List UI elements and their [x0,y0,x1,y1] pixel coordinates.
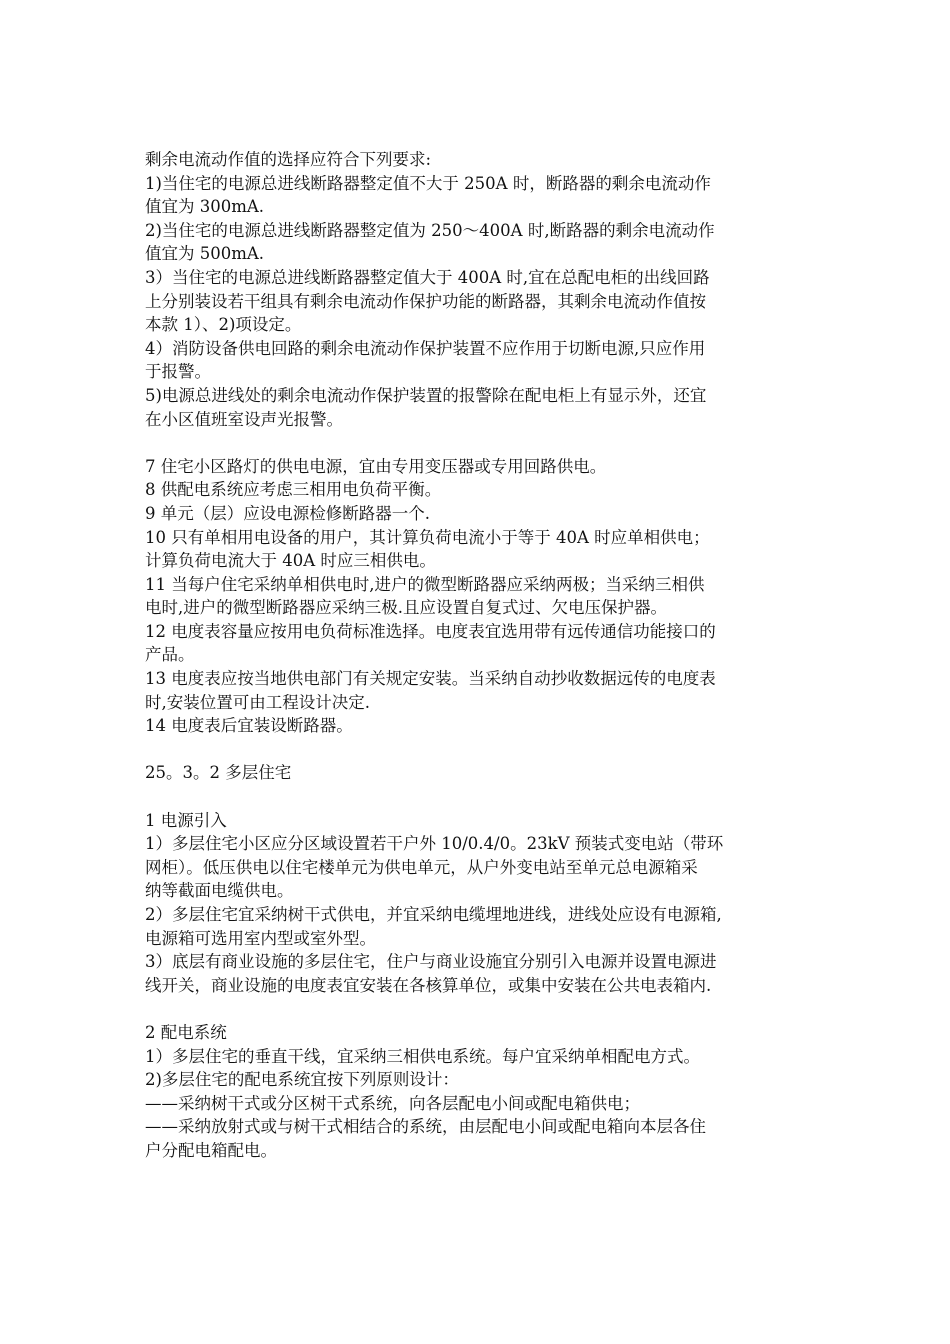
numbered-item [145,526,825,573]
text-line: 12 电度表容量应按用电负荷标准选择。电度表宜选用带有远传通信功能接口的 [145,621,716,641]
text-line: 产品。 [145,645,195,665]
paragraph-gap [145,997,825,1021]
text-line: 网柜）。低压供电以住宅楼单元为供电单元，从户外变电站至单元总电源箱采 [145,857,698,877]
text-line: 7 住宅小区路灯的供电电源，宜由专用变压器或专用回路供电。 [145,456,607,476]
numbered-item [145,573,825,620]
paragraph-gap [145,785,825,809]
residual-current-item [145,384,825,431]
distribution-item [145,1068,825,1092]
text-line: 11 当每户住宅采纳单相供电时,进户的微型断路器应采纳两极；当采纳三相供 [145,574,705,594]
text-line: 于报警。 [145,362,211,382]
power-intro-item [145,832,825,903]
residual-current-item [145,337,825,384]
text-line: 本款 1）、2)项设定。 [145,315,302,335]
power-intro-heading: 1 电源引入 [145,810,227,830]
distribution-item [145,1092,825,1116]
numbered-item [145,667,825,714]
paragraph-gap [145,738,825,762]
text-line: 1）多层住宅的垂直干线，宜采纳三相供电系统。每户宜采纳单相配电方式。 [145,1046,700,1066]
residual-current-item [145,266,825,337]
text-line: 计算负荷电流大于 40A 时应三相供电。 [145,551,436,571]
text-line: 10 只有单相用电设备的用户，其计算负荷电流小于等于 40A 时应单相供电； [145,527,710,547]
text-line: 8 供配电系统应考虑三相用电负荷平衡。 [145,480,442,500]
residual-current-intro: 剩余电流动作值的选择应符合下列要求: [145,150,432,169]
document-page [145,148,825,1163]
power-intro-item [145,903,825,950]
text-line: 13 电度表应按当地供电部门有关规定安装。当采纳自动抄收数据远传的电度表 [145,669,716,689]
text-line: 3）当住宅的电源总进线断路器整定值大于 400A 时,宜在总配电柜的出线回路 [145,267,710,287]
text-line: 1)当住宅的电源总进线断路器整定值不大于 250A 时，断路器的剩余电流动作 [145,173,711,193]
text-line: 户分配电箱配电。 [145,1140,277,1160]
distribution-item [145,1045,825,1069]
text-line: 电时,进户的微型断路器应采纳三极.且应设置自复式过、欠电压保护器。 [145,598,667,618]
text-line: 3）底层有商业设施的多层住宅，住户与商业设施宜分别引入电源并设置电源进 [145,952,717,972]
text-line: 14 电度表后宜装设断路器。 [145,716,353,736]
paragraph-gap [145,431,825,455]
text-line: 2)当住宅的电源总进线断路器整定值为 250～400A 时,断路器的剩余电流动作 [145,220,715,240]
text-line: 在小区值班室设声光报警。 [145,409,343,429]
text-line: 2）多层住宅宜采纳树干式供电，并宜采纳电缆埋地进线，进线处应设有电源箱, [145,905,722,924]
section-title: 25。3。2 多层住宅 [145,763,292,783]
text-line: 9 单元（层）应设电源检修断路器一个. [145,503,430,523]
text-line: 值宜为 500mA. [145,244,265,264]
text-line: 2)多层住宅的配电系统宜按下列原则设计： [145,1070,459,1090]
text-line: 时,安装位置可由工程设计决定. [145,692,370,712]
numbered-item [145,714,825,738]
text-line: 4）消防设备供电回路的剩余电流动作保护装置不应作用于切断电源,只应作用 [145,338,706,358]
text-line: 纳等截面电缆供电。 [145,881,294,901]
numbered-item [145,478,825,502]
numbered-item [145,502,825,526]
text-line: ——采纳树干式或分区树干式系统，向各层配电小间或配电箱供电； [145,1093,640,1113]
text-line: 电源箱可选用室内型或室外型。 [145,928,376,948]
numbered-item [145,455,825,479]
power-intro-item [145,950,825,997]
text-line: 1）多层住宅小区应分区域设置若干户外 10/0.4/0。23kV 预装式变电站（带环 [145,834,724,854]
text-line: 线开关，商业设施的电度表宜安装在各核算单位，或集中安装在公共电表箱内. [145,975,712,995]
distribution-heading: 2 配电系统 [145,1022,227,1042]
text-line: ——采纳放射式或与树干式相结合的系统，由层配电小间或配电箱向本层各住 [145,1117,706,1137]
distribution-item [145,1115,825,1162]
text-line: 5)电源总进线处的剩余电流动作保护装置的报警除在配电柜上有显示外，还宜 [145,385,707,405]
numbered-item [145,620,825,667]
residual-current-item [145,172,825,219]
text-line: 上分别装设若干组具有剩余电流动作保护功能的断路器，其剩余电流动作值按 [145,291,706,311]
text-line: 值宜为 300mA. [145,197,265,217]
residual-current-item [145,219,825,266]
